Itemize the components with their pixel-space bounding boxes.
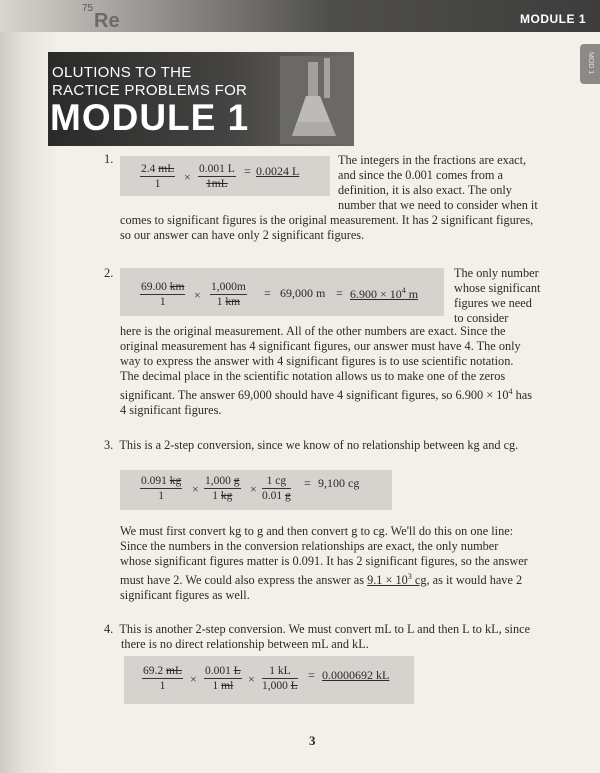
answer: 0.0024 L [256, 164, 300, 178]
title-line-1: OLUTIONS TO THE [52, 64, 192, 81]
fraction: $\frac{0.001 L}{1mL}$ [199, 163, 235, 190]
equals-sign: = [308, 668, 315, 682]
times-sign: × [250, 482, 257, 496]
deco-letters: Re [94, 10, 120, 32]
problem-2-number: 2. [104, 266, 114, 280]
fraction: $\frac{2.4 mL}{1}$ [141, 163, 175, 190]
fraction: $\frac{69.2 mL}{1}$ [143, 665, 182, 692]
problem-3-equation [120, 470, 392, 510]
module-tag: MODULE 1 [519, 12, 586, 26]
problem-1-body-text: comes to significant figures is the original measurement. It has 2 significant figures, so our answer can have only 2 significant figures. [120, 213, 534, 242]
times-sign: × [184, 170, 191, 184]
side-tab-label: MOD 1 [587, 52, 594, 75]
fraction: $\frac{1,000m}{1 km}$ [211, 281, 246, 308]
equals-sign: = [336, 286, 343, 300]
title-banner [48, 52, 354, 146]
title-line-2: RACTICE PROBLEMS FOR [52, 82, 248, 99]
fraction: $\frac{0.091 kg}{1}$ [141, 475, 182, 502]
answer: 9,100 cg [318, 476, 360, 490]
fraction: $\frac{69.00 km}{1}$ [141, 281, 185, 308]
header-band [0, 0, 600, 32]
problem-3-body-text: We must first convert kg to g and then convert g to cg. We'll do this on one line: Since the numbers in the conversion relationships are exact, the only number whose significant figures matter is 0.091. It has 2 significant figures, so the answer must have 2. We could also express the answer as $9.1 \times 10^3$ cg, as it would have 2 significant figures as well. [120, 524, 528, 603]
problem-2-equation [120, 268, 444, 316]
module-side-tab [580, 44, 600, 84]
title-module: MODULE 1 [50, 97, 250, 138]
answer: $6.900 \times 10^4$ m [350, 286, 419, 301]
equals-sign: = [304, 476, 311, 490]
equals-sign: = [244, 164, 251, 178]
deco-number: 75 [82, 3, 94, 14]
intermediate-result: 69,000 m [280, 286, 326, 300]
times-sign: × [248, 672, 255, 686]
times-sign: × [192, 482, 199, 496]
problem-2-body-text: here is the original measurement. All of the other numbers are exact. Since the original measurement has 4 significant figures, our answer must have 4. The only way to express the answer with 4 significant figures is to use scientific notation. The decimal place in the scientific notation allows us to make one of the zeros significant. The answer 69,000 should have 4 significant figures, so $6.900 \times 10^4$ has 4 significant figures. [120, 324, 532, 418]
fraction: $\frac{1,000 g}{1 kg}$ [205, 475, 240, 502]
flask-illustration [280, 56, 350, 144]
times-sign: × [194, 288, 201, 302]
problem-3-intro: 3. This is a 2-step conversion, since we know of no relationship between kg and cg. [104, 438, 519, 452]
problem-1-equation [120, 156, 330, 196]
fraction: $\frac{1 cg}{0.01 g}$ [262, 475, 291, 502]
problem-4-intro: 4. This is another 2-step conversion. We must convert mL to L and then L to kL, since there is no direct relationship between mL and kL. [104, 622, 531, 651]
answer: 0.0000692 kL [322, 668, 390, 682]
problem-1-side-text: The integers in the fractions are exact, and since the 0.001 comes from a definition, it is also exact. The only number that we need to consider when it [338, 153, 538, 212]
problem-4-equation [124, 656, 414, 704]
problem-2-side-text: The only number whose significant figures we need to consider [454, 266, 541, 325]
equals-sign: = [264, 286, 271, 300]
times-sign: × [190, 672, 197, 686]
fraction: $\frac{1 kL}{1,000 L}$ [262, 665, 298, 692]
problem-1-number: 1. [104, 152, 114, 166]
page-number: 3 [309, 733, 316, 748]
fraction: $\frac{0.001 L}{1 ml}$ [205, 665, 241, 692]
